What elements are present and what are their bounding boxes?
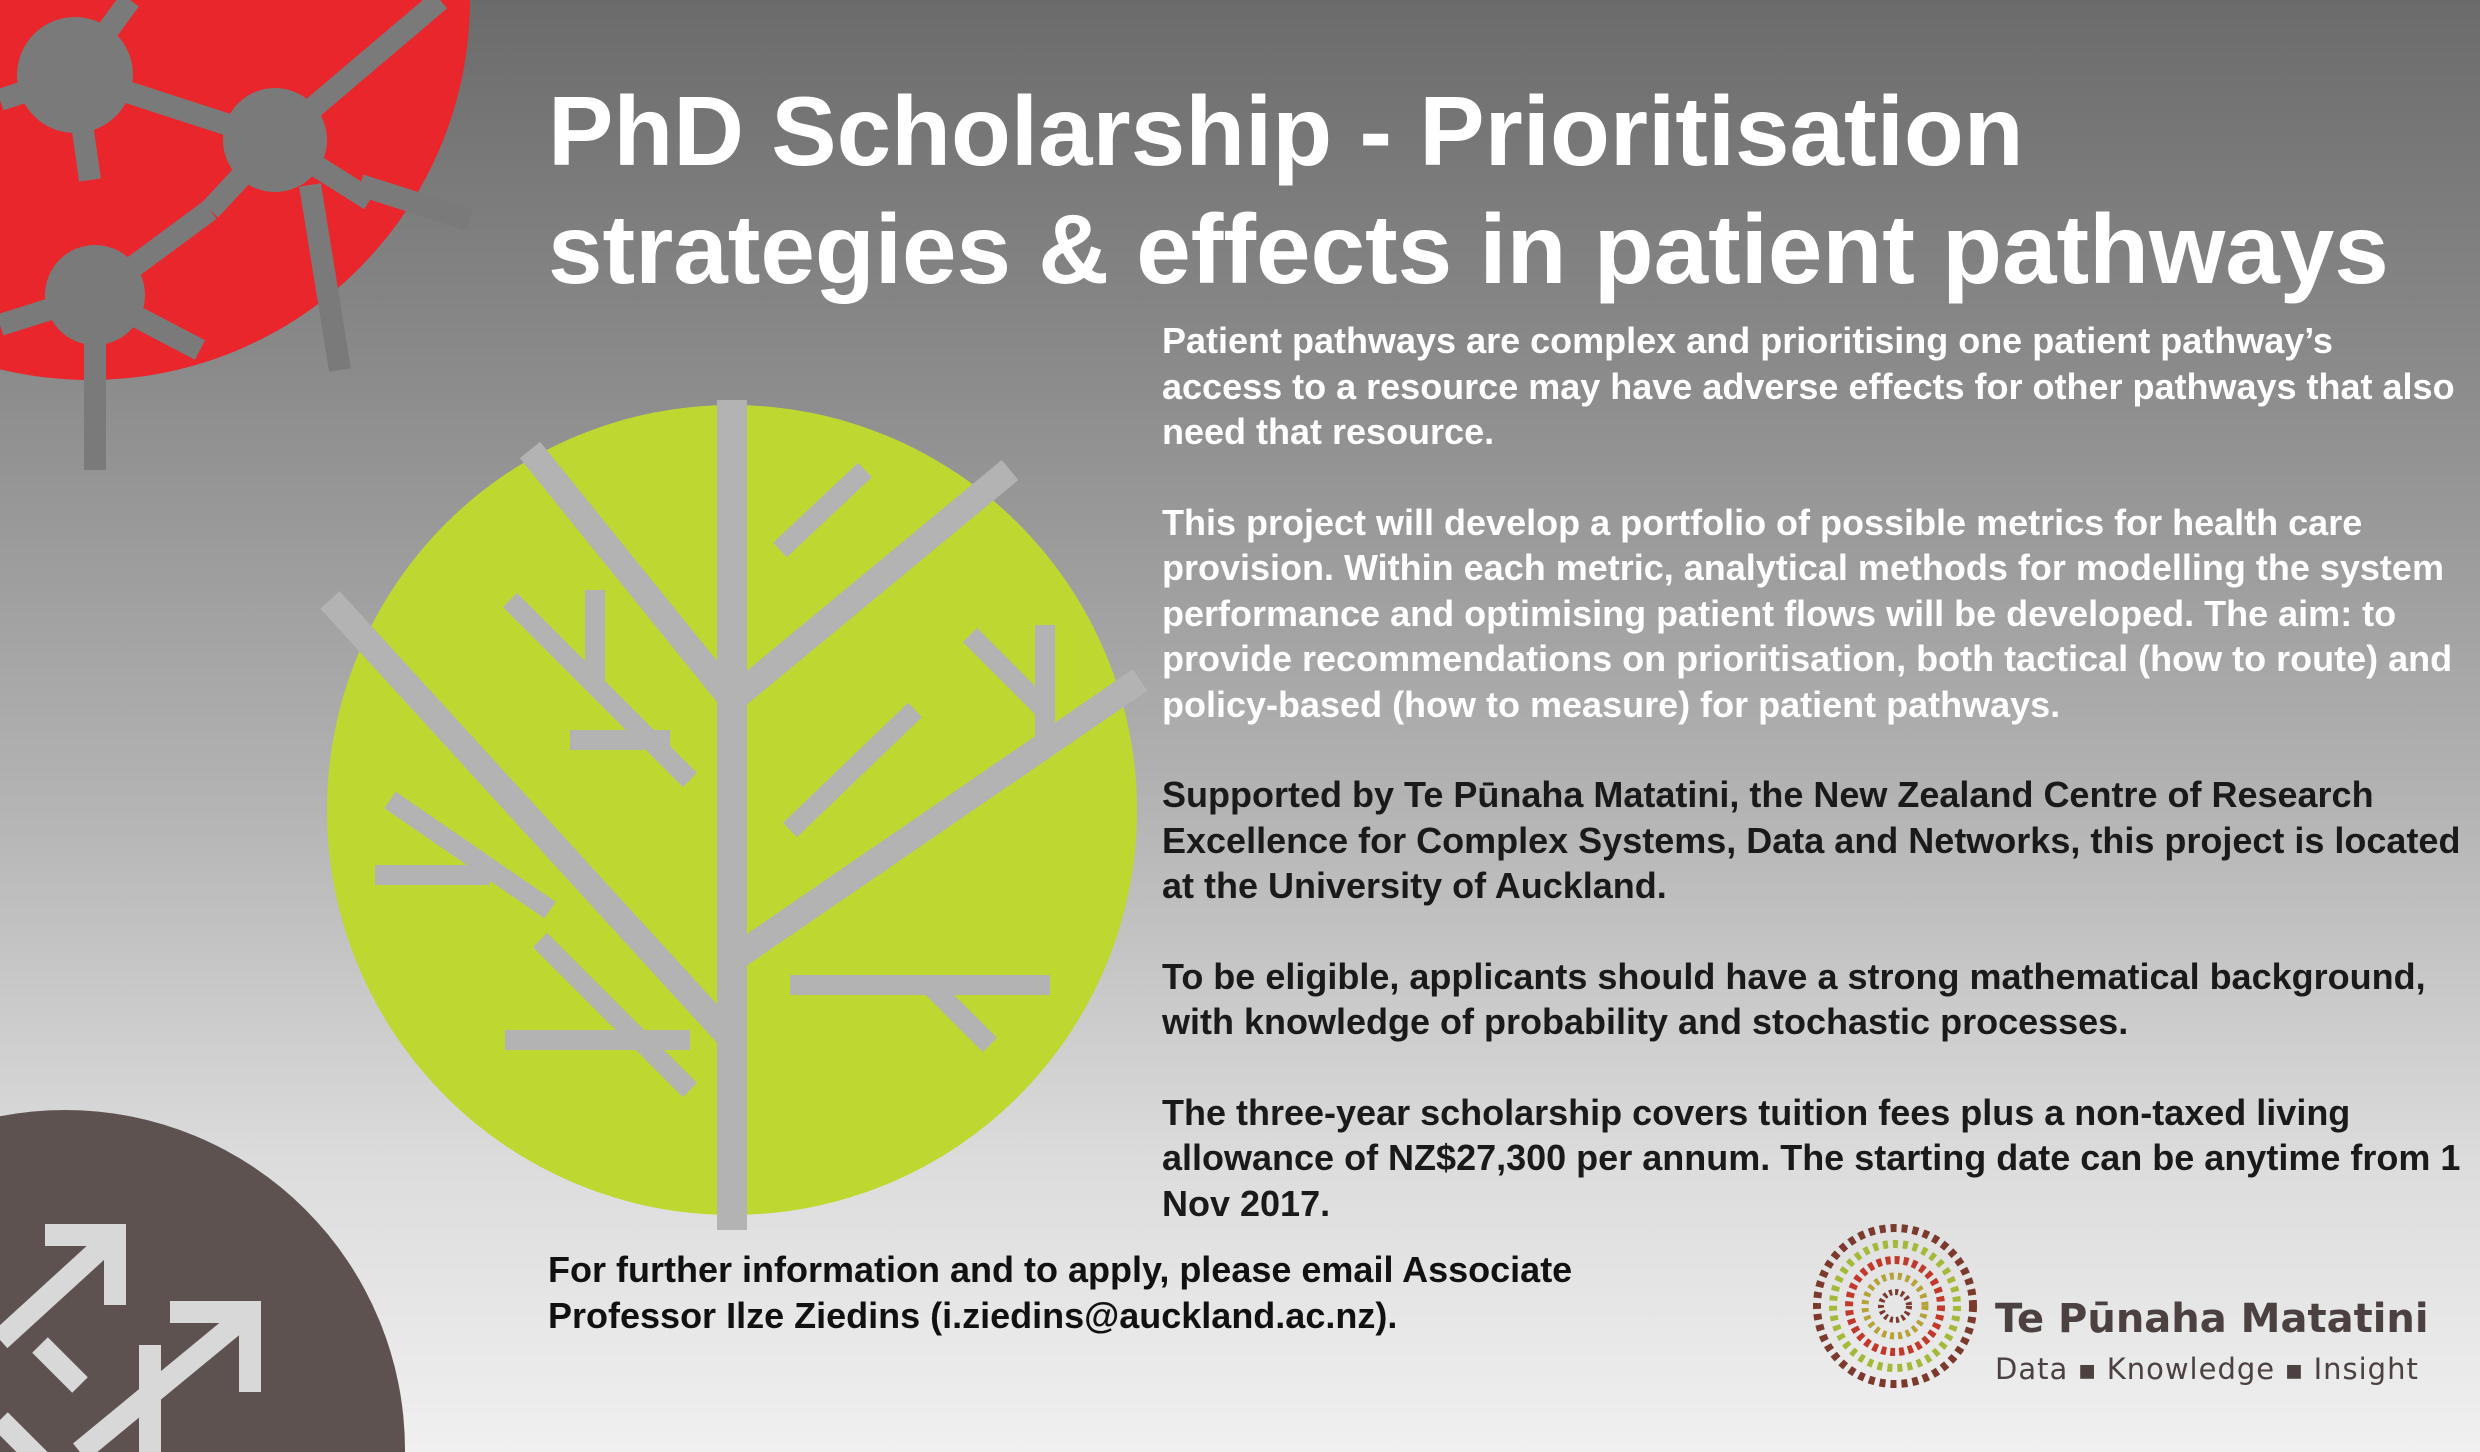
paragraph-supported: Supported by Te Pūnaha Matatini, the New Zealand Centre of Research Excellence for Complex Systems, Data and Networks, this project is located at the University of Auckland. — [1162, 774, 2461, 906]
title-line-1: PhD Scholarship - Prioritisation — [548, 76, 2024, 186]
tree-graphic — [327, 400, 1140, 1230]
paragraph-eligibility: To be eligible, applicants should have a strong mathematical background, with knowledge of probability and stochastic processes. — [1162, 955, 2426, 1042]
description — [1162, 318, 2462, 1271]
contact-info: For further information and to apply, please email Associate Professor Ilze Ziedins (i.ziedins@auckland.ac.nz). — [548, 1249, 1573, 1336]
logo-tagline — [1995, 1352, 2419, 1386]
paragraph-scholarship: The three-year scholarship covers tuition fees plus a non-taxed living allowance of NZ$27,300 per annum. The starting date can be anytime from 1 Nov 2017. — [1162, 1091, 2461, 1224]
tagline-data: Data — [1995, 1352, 2069, 1386]
network-graphic — [0, 0, 470, 470]
tagline-insight: Insight — [2313, 1352, 2419, 1386]
tagline-separator: ■ — [2285, 1360, 2304, 1382]
tagline-knowledge: Knowledge — [2106, 1352, 2276, 1386]
title-line-2: strategies & effects in patient pathways — [548, 194, 2389, 304]
arrows-graphic — [0, 1110, 405, 1452]
page-title — [548, 72, 2448, 308]
tagline-separator: ■ — [2078, 1360, 2097, 1382]
paragraph-pathways: Patient pathways are complex and prioritising one patient pathway’s access to a resource may have adverse effects for other pathways that also need that resource. — [1162, 320, 2455, 452]
logo-name: Te Pūnaha Matatini — [1995, 1296, 2429, 1342]
paragraph-project: This project will develop a portfolio of possible metrics for health care provision. Within each metric, analytical methods for modelling the system performance and optimising patient flows will be developed. The aim: to provide recommendations on prioritisation, both tactical (how to route) and policy-based (how to measure) for patient pathways. — [1162, 501, 2453, 725]
